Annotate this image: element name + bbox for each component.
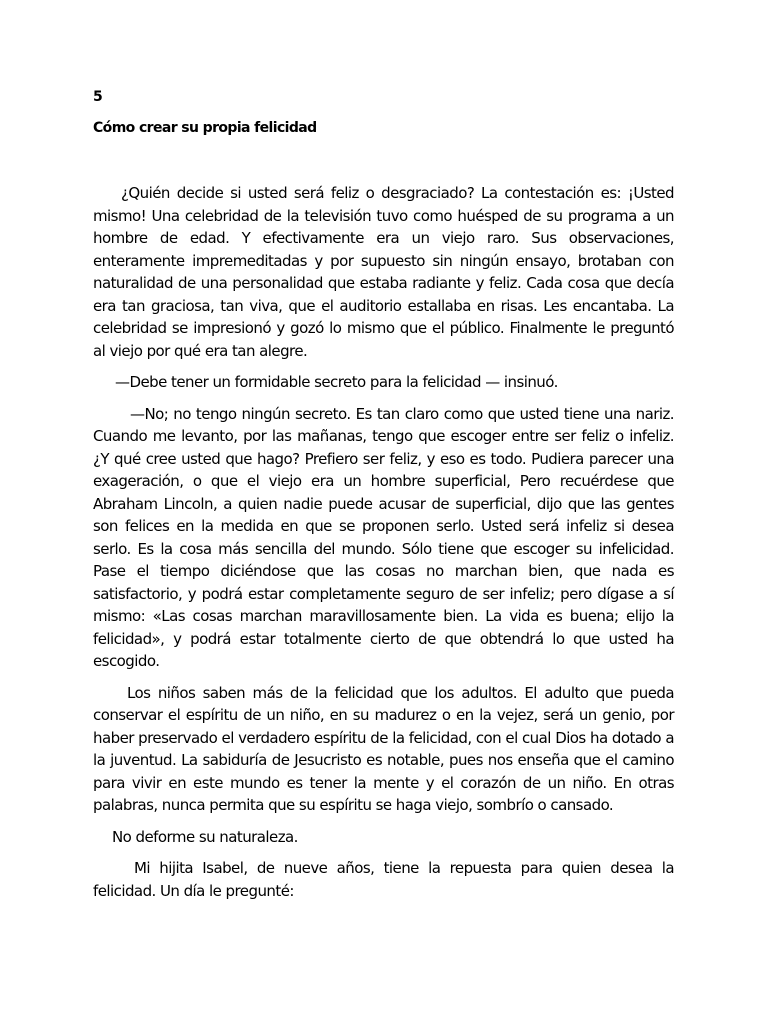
- body-text: [93, 182, 674, 911]
- paragraph: No deforme su naturaleza.: [112, 827, 298, 846]
- chapter-number: 5: [93, 89, 103, 105]
- paragraph: ¿Quién decide si usted será feliz o desgraciado? La contestación es: ¡Usted mismo! Una celebridad de la televisión tuvo como huésped de su programa a un hombre de edad. Y efectivamente era un viejo raro. Sus observaciones, enteramente impremeditadas y por supuesto sin ningún ensayo, brotaban con naturalidad de una personalidad que estaba radiante y feliz. Cada cosa que decía era tan graciosa, tan viva, que el auditorio estallaba en risas. Les encantaba. La celebridad se impresionó y gozó lo mismo que el público. Finalmente le preguntó al viejo por qué era tan alegre.: [93, 184, 674, 360]
- paragraph: Los niños saben más de la felicidad que los adultos. El adulto que pueda conservar el espíritu de un niño, en su madurez o en la vejez, será un genio, por haber preservado el verdadero espíritu de la felicidad, con el cual Dios ha dotado a la juventud. La sabiduría de Jesucristo es notable, pues nos enseña que el camino para vivir en este mundo es tener la mente y el corazón de un niño. En otras palabras, nunca permita que su espíritu se haga viejo, sombrío o cansado.: [93, 683, 674, 814]
- paragraph: —No; no tengo ningún secreto. Es tan claro como que usted tiene una nariz. Cuando me levanto, por las mañanas, tengo que escoger entre ser feliz o infeliz. ¿Y qué cree usted que hago? Prefiero ser feliz, y eso es todo. Pudiera parecer una exageración, o que el viejo era un hombre superficial, Pero recuérdese que Abraham Lincoln, a quien nadie puede acusar de superficial, dijo que las gentes son felices en la medida en que se proponen serlo. Usted será infeliz si desea serlo. Es la cosa más sencilla del mundo. Sólo tiene que escoger su infelicidad. Pase el tiempo diciéndose que las cosas no marchan bien, que nada es satisfactorio, y podrá estar completamente seguro de ser infeliz; pero dígase a sí mismo: «Las cosas marchan maravillosamente bien. La vida es buena; elijo la felicidad», y podrá estar totalmente cierto de que obtendrá lo que usted ha escogido.: [93, 404, 674, 670]
- paragraph: —Debe tener un formidable secreto para la felicidad — insinuó.: [115, 373, 558, 391]
- paragraph: Mi hijita Isabel, de nueve años, tiene la repuesta para quien desea la felicidad. Un día le pregunté:: [93, 859, 674, 900]
- chapter-title: Cómo crear su propia felicidad: [93, 120, 317, 136]
